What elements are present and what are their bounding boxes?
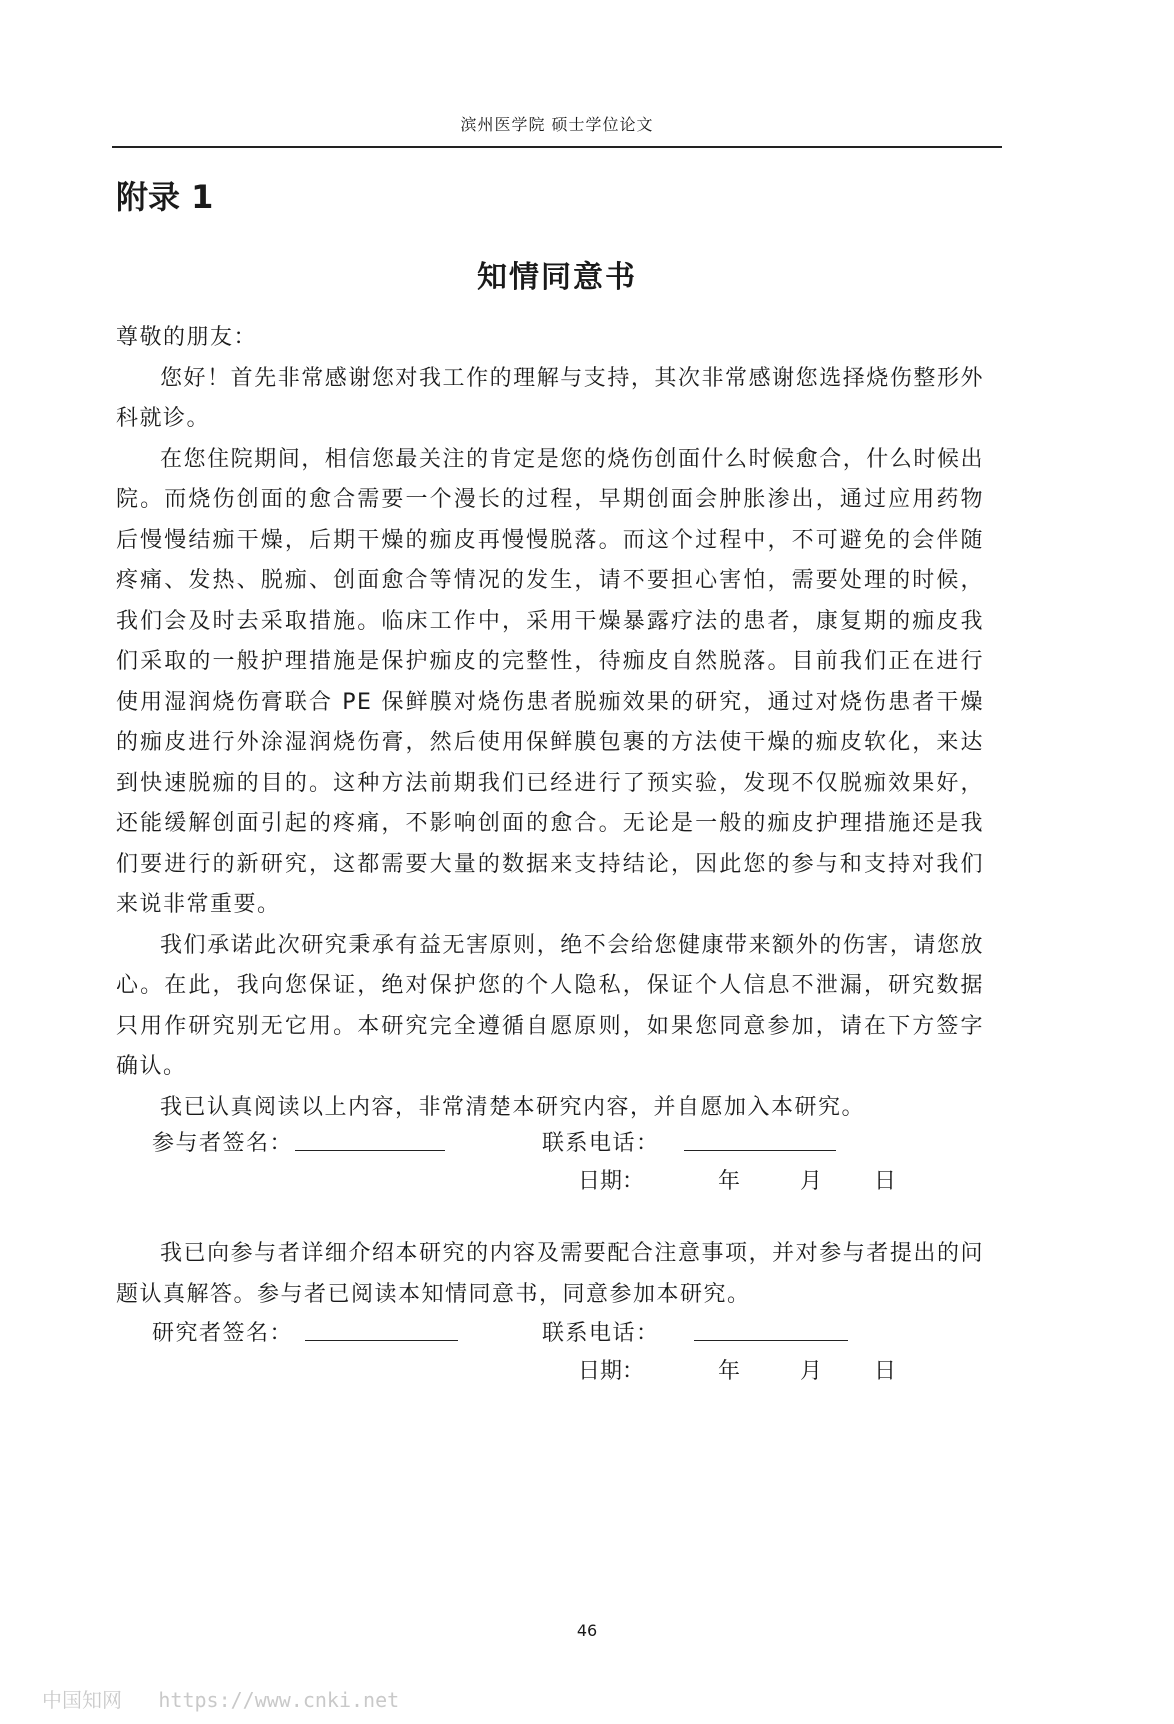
header-rule	[112, 146, 1002, 148]
paragraph-study-background: 在您住院期间，相信您最关注的肯定是您的烧伤创面什么时候愈合，什么时候出院。而烧伤创面的愈合需要一个漫长的过程，早期创面会肿胀渗出，通过应用药物后慢慢结痂干燥，后期干燥的痂皮再慢慢脱落。而这个过程中，不可避免的会伴随疼痛、发热、脱痂、创面愈合等情况的发生，请不要担心害怕，需要处理的时候，我们会及时去采取措施。临床工作中，采用干燥暴露疗法的患者，康复期的痂皮我们采取的一般护理措施是保护痂皮的完整性，待痂皮自然脱落。目前我们正在进行使用湿润烧伤膏联合 PE 保鲜膜对烧伤患者脱痂效果的研究，通过对烧伤患者干燥的痂皮进行外涂湿润烧伤膏，然后使用保鲜膜包裹的方法使干燥的痂皮软化，来达到快速脱痂的目的。这种方法前期我们已经进行了预实验，发现不仅脱痂效果好，还能缓解创面引起的疼痛，不影响创面的愈合。无论是一般的痂皮护理措施还是我们要进行的新研究，这都需要大量的数据来支持结论，因此您的参与和支持对我们来说非常重要。	[116, 446, 984, 917]
participant-date-label: 日期：	[578, 1169, 645, 1194]
participant-phone-label: 联系电话：	[542, 1131, 660, 1156]
researcher-statement-block	[116, 1234, 984, 1315]
participant-signature-label: 参与者签名：	[152, 1131, 294, 1156]
body-text	[116, 318, 984, 1128]
running-header: 滨州医学院 硕士学位论文	[460, 115, 654, 134]
researcher-phone-line	[694, 1340, 848, 1341]
researcher-phone-label: 联系电话：	[542, 1321, 660, 1346]
paragraph-greeting: 您好！首先非常感谢您对我工作的理解与支持，其次非常感谢您选择烧伤整形外科就诊。	[116, 365, 984, 431]
document-title: 知情同意书	[477, 260, 637, 295]
researcher-signature-label: 研究者签名：	[152, 1321, 294, 1346]
paragraph-participant-consent: 我已认真阅读以上内容，非常清楚本研究内容，并自愿加入本研究。	[160, 1094, 866, 1120]
participant-date-day: 日	[874, 1169, 897, 1194]
watermark-site-name: 中国知网	[42, 1688, 122, 1712]
appendix-label: 附录 1	[116, 178, 214, 216]
researcher-date-year: 年	[718, 1359, 741, 1384]
watermark-url: https://www.cnki.net	[158, 1688, 400, 1712]
participant-phone-line	[684, 1150, 836, 1151]
researcher-date-label: 日期：	[578, 1359, 645, 1384]
paragraph-commitment: 我们承诺此次研究秉承有益无害原则，绝不会给您健康带来额外的伤害，请您放心。在此，我向您保证，绝对保护您的个人隐私，保证个人信息不泄漏，研究数据只用作研究别无它用。本研究完全遵循自愿原则，如果您同意参加，请在下方签字确认。	[116, 932, 984, 1079]
watermark	[42, 1684, 399, 1713]
participant-date-month: 月	[800, 1169, 823, 1194]
researcher-statement: 我已向参与者详细介绍本研究的内容及需要配合注意事项，并对参与者提出的问题认真解答。参与者已阅读本知情同意书，同意参加本研究。	[116, 1241, 984, 1307]
participant-signature-line	[295, 1150, 445, 1151]
salutation: 尊敬的朋友：	[116, 325, 258, 350]
page-number: 46	[576, 1621, 598, 1640]
researcher-signature-line	[305, 1340, 458, 1341]
participant-date-year: 年	[718, 1169, 741, 1194]
researcher-date-day: 日	[874, 1359, 897, 1384]
researcher-date-month: 月	[800, 1359, 823, 1384]
